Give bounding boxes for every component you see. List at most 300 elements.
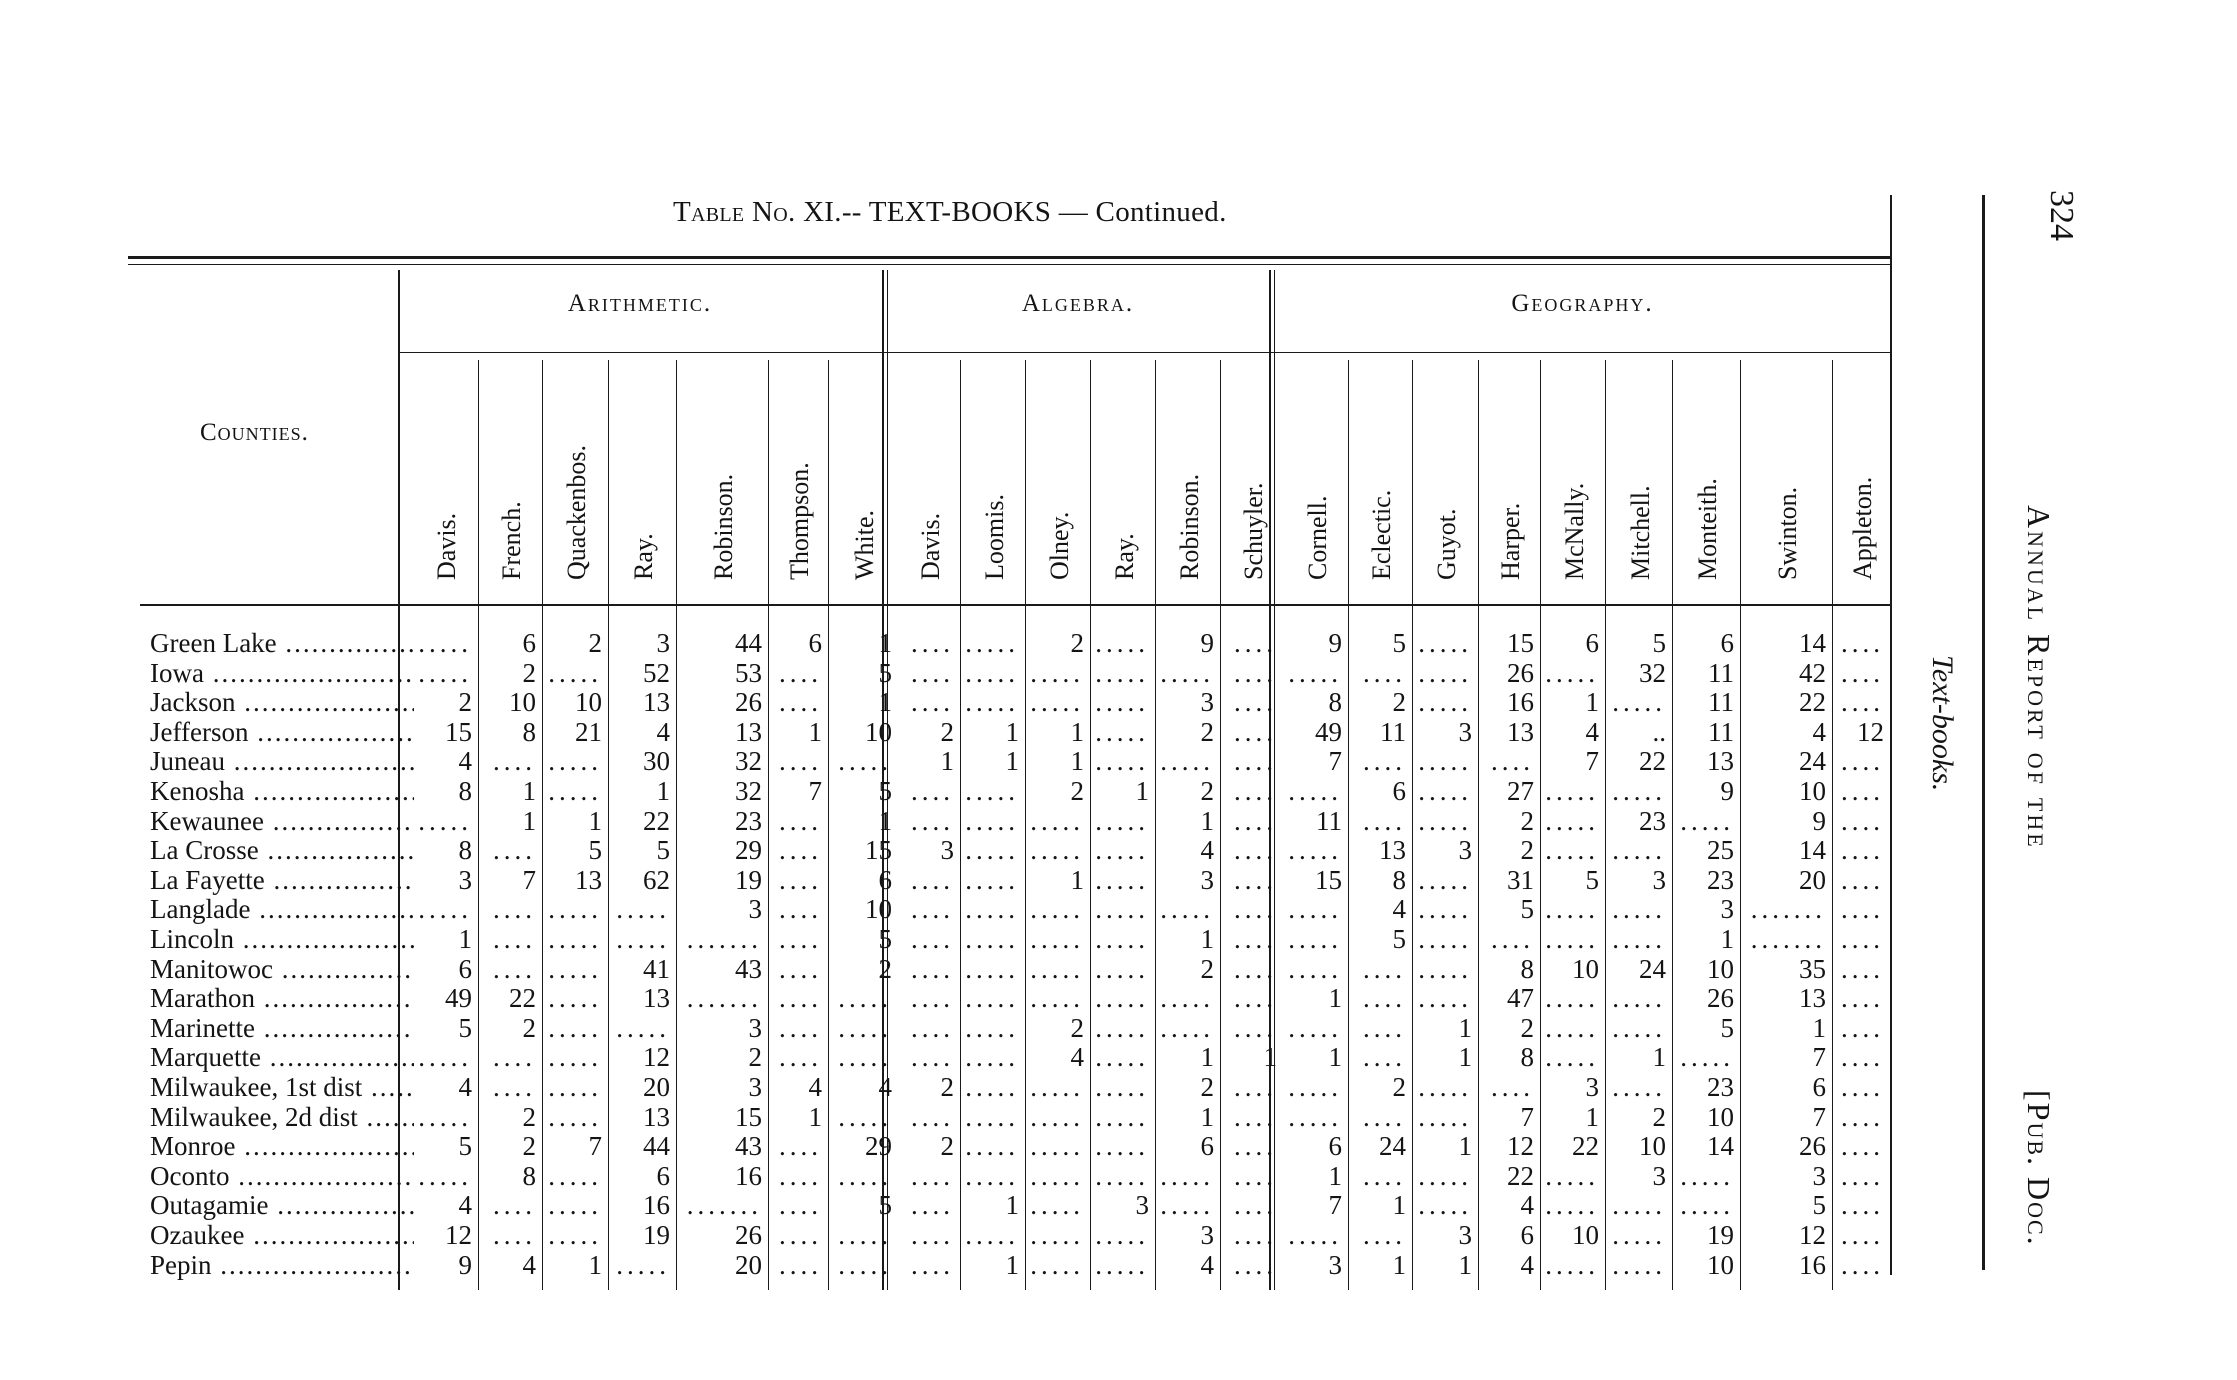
column-header: Swinton. bbox=[1773, 486, 1802, 580]
empty-cell-dots: ..... bbox=[1030, 657, 1084, 688]
empty-cell-dots: .... bbox=[779, 1220, 822, 1250]
table-cell: 1 bbox=[940, 746, 954, 777]
table-cell: 8 bbox=[458, 835, 472, 866]
table-cell: 2 bbox=[458, 687, 472, 718]
table-cell: 1 bbox=[878, 628, 892, 658]
county-name: Marquette ..... bbox=[150, 1042, 414, 1072]
empty-cell-dots: ..... bbox=[1288, 924, 1342, 954]
top-rule-thin bbox=[128, 264, 1890, 265]
table-cell: 11 bbox=[1316, 805, 1342, 836]
empty-cell-dots: ..... bbox=[1418, 1072, 1472, 1102]
county-name: Milwaukee, 2d dist ..... bbox=[150, 1102, 414, 1132]
empty-cell-dots: ..... bbox=[418, 1160, 472, 1191]
table-cell: 4 bbox=[1200, 1249, 1214, 1280]
empty-cell-dots: ..... bbox=[1288, 1072, 1342, 1102]
empty-cell-dots: ..... bbox=[418, 628, 472, 658]
table-cell: 3 bbox=[748, 1072, 762, 1102]
empty-cell-dots: ..... bbox=[1030, 983, 1084, 1014]
table-cell: 19 bbox=[643, 1220, 670, 1250]
table-cell: 7 bbox=[1328, 746, 1342, 777]
caption-prefix: Table No. XI. bbox=[673, 196, 842, 228]
empty-cell-dots: ..... bbox=[1545, 776, 1599, 806]
table-cell: 23 bbox=[1639, 805, 1666, 836]
empty-cell-dots: ..... bbox=[616, 894, 670, 925]
table-cell: 7 bbox=[1585, 746, 1599, 777]
table-cell: 8 bbox=[1392, 864, 1406, 895]
empty-cell-dots: .... bbox=[493, 835, 536, 866]
empty-cell-dots: ..... bbox=[1160, 894, 1214, 925]
empty-cell-dots: ..... bbox=[548, 924, 602, 954]
empty-cell-dots: .... bbox=[779, 894, 822, 925]
table-cell: 52 bbox=[643, 657, 670, 688]
table-cell: 22 bbox=[643, 805, 670, 836]
empty-cell-dots: ..... bbox=[1612, 1072, 1666, 1102]
empty-cell-dots: .... bbox=[1234, 628, 1277, 658]
table-cell: 7 bbox=[522, 864, 536, 895]
empty-cell-dots: .... bbox=[1363, 983, 1406, 1014]
empty-cell-dots: .... bbox=[1363, 1012, 1406, 1043]
column-header: McNally. bbox=[1559, 482, 1589, 580]
empty-cell-dots: ....... bbox=[686, 983, 762, 1014]
table-cell: 4 bbox=[1070, 1042, 1084, 1073]
table-cell: 1 bbox=[1200, 1042, 1214, 1073]
empty-cell-dots: .... bbox=[1841, 864, 1884, 895]
empty-cell-dots: ..... bbox=[838, 1249, 892, 1280]
table-cell: 24 bbox=[1799, 746, 1826, 777]
table-cell: 2 bbox=[940, 1072, 954, 1102]
table-cell: 41 bbox=[643, 953, 670, 984]
empty-cell-dots: .... bbox=[1841, 1101, 1884, 1132]
empty-cell-dots: ..... bbox=[548, 894, 602, 925]
table-cell: 1 bbox=[1458, 1012, 1472, 1043]
table-cell: 6 bbox=[458, 953, 472, 984]
column-header: Thompson. bbox=[785, 462, 814, 580]
table-cell: 1 bbox=[1070, 746, 1084, 777]
empty-cell-dots: ..... bbox=[1095, 1072, 1149, 1102]
table-cell: 13 bbox=[643, 687, 670, 718]
county-name: Langlade ..... bbox=[150, 894, 414, 924]
empty-cell-dots: .... bbox=[1841, 924, 1884, 954]
empty-cell-dots: .... bbox=[1363, 805, 1406, 836]
empty-cell-dots: ..... bbox=[1160, 983, 1214, 1014]
table-cell: 6 bbox=[878, 864, 892, 895]
empty-cell-dots: ..... bbox=[548, 983, 602, 1014]
empty-cell-dots: .... bbox=[1363, 1160, 1406, 1191]
table-cell: 13 bbox=[1379, 835, 1406, 866]
table-cell: 6 bbox=[522, 628, 536, 658]
county-name: Lincoln ..... bbox=[150, 924, 414, 954]
column-header: Harper. bbox=[1496, 502, 1525, 580]
empty-cell-dots: .... bbox=[911, 1190, 954, 1221]
empty-cell-dots: ..... bbox=[1545, 805, 1599, 836]
table-cell: 15 bbox=[1507, 628, 1534, 658]
county-name: Jackson ..... bbox=[150, 687, 414, 717]
empty-cell-dots: ..... bbox=[1612, 1012, 1666, 1043]
table-cell: 23 bbox=[735, 805, 762, 836]
table-cell: 10 bbox=[1707, 1249, 1734, 1280]
empty-cell-dots: ..... bbox=[1418, 687, 1472, 718]
table-cell: 12 bbox=[643, 1042, 670, 1073]
empty-cell-dots: .... bbox=[493, 894, 536, 925]
empty-cell-dots: ..... bbox=[1030, 953, 1084, 984]
empty-cell-dots: .... bbox=[1234, 924, 1277, 954]
empty-cell-dots: ..... bbox=[548, 1012, 602, 1043]
empty-cell-dots: ..... bbox=[838, 1042, 892, 1073]
table-cell: 1 bbox=[1263, 1042, 1277, 1073]
empty-cell-dots: .... bbox=[1234, 1249, 1277, 1280]
empty-cell-dots: .... bbox=[779, 1012, 822, 1043]
table-cell: 1 bbox=[1070, 716, 1084, 747]
empty-cell-dots: ..... bbox=[965, 1160, 1019, 1191]
empty-cell-dots: .... bbox=[1841, 953, 1884, 984]
empty-cell-dots: ..... bbox=[1095, 1042, 1149, 1073]
empty-cell-dots: ..... bbox=[1030, 924, 1084, 954]
table-cell: 2 bbox=[940, 716, 954, 747]
empty-cell-dots: ..... bbox=[418, 805, 472, 836]
empty-cell-dots: ..... bbox=[1095, 687, 1149, 718]
table-cell: 3 bbox=[1135, 1190, 1149, 1221]
empty-cell-dots: .... bbox=[1363, 746, 1406, 777]
empty-cell-dots: .... bbox=[1234, 746, 1277, 777]
table-cell: 8 bbox=[522, 1160, 536, 1191]
table-cell: 2 bbox=[1070, 1012, 1084, 1043]
empty-cell-dots: .... bbox=[1234, 953, 1277, 984]
table-cell: 12 bbox=[1799, 1220, 1826, 1250]
empty-cell-dots: .... bbox=[911, 776, 954, 806]
empty-cell-dots: .... bbox=[493, 1220, 536, 1250]
table-cell: 2 bbox=[1200, 1072, 1214, 1102]
table-cell: 8 bbox=[1520, 1042, 1534, 1073]
empty-cell-dots: ..... bbox=[1612, 1190, 1666, 1221]
table-cell: 5 bbox=[1652, 628, 1666, 658]
empty-cell-dots: ..... bbox=[838, 983, 892, 1014]
table-cell: 1 bbox=[1005, 746, 1019, 777]
table-cell: 26 bbox=[1507, 657, 1534, 688]
table-cell: 6 bbox=[656, 1160, 670, 1191]
empty-cell-dots: .... bbox=[779, 1190, 822, 1221]
empty-cell-dots: ..... bbox=[965, 1220, 1019, 1250]
empty-cell-dots: ..... bbox=[1612, 835, 1666, 866]
empty-cell-dots: .... bbox=[1234, 805, 1277, 836]
side-pub-doc: [Pub. Doc. bbox=[2021, 1090, 2057, 1247]
table-cell: 6 bbox=[1585, 628, 1599, 658]
table-cell: 2 bbox=[588, 628, 602, 658]
empty-cell-dots: ..... bbox=[1612, 983, 1666, 1014]
table-cell: 24 bbox=[1379, 1131, 1406, 1162]
table-cell: 29 bbox=[735, 835, 762, 866]
table-cell: 26 bbox=[1707, 983, 1734, 1014]
empty-cell-dots: ..... bbox=[1030, 1101, 1084, 1132]
table-cell: 4 bbox=[1392, 894, 1406, 925]
county-name: Ozaukee ..... bbox=[150, 1220, 414, 1250]
column-header: Loomis. bbox=[979, 494, 1009, 580]
table-cell: 3 bbox=[1720, 894, 1734, 925]
empty-cell-dots: ..... bbox=[1612, 924, 1666, 954]
empty-cell-dots: ..... bbox=[548, 1042, 602, 1073]
empty-cell-dots: ..... bbox=[1545, 924, 1599, 954]
county-name: Outagamie ..... bbox=[150, 1190, 414, 1220]
right-table-border bbox=[1890, 195, 1892, 1275]
table-cell: 1 bbox=[458, 924, 472, 954]
empty-cell-dots: .... bbox=[1234, 657, 1277, 688]
empty-cell-dots: ..... bbox=[1288, 894, 1342, 925]
empty-cell-dots: .... bbox=[779, 835, 822, 866]
empty-cell-dots: ..... bbox=[1160, 1190, 1214, 1221]
empty-cell-dots: ..... bbox=[1418, 1101, 1472, 1132]
empty-cell-dots: .... bbox=[911, 1101, 954, 1132]
empty-cell-dots: .... bbox=[911, 1012, 954, 1043]
empty-cell-dots: ..... bbox=[965, 1101, 1019, 1132]
column-header: French. bbox=[497, 501, 526, 580]
table-cell: 1 bbox=[1458, 1249, 1472, 1280]
table-cell: 22 bbox=[1507, 1160, 1534, 1191]
empty-cell-dots: .... bbox=[1491, 1072, 1534, 1102]
empty-cell-dots: ..... bbox=[1680, 805, 1734, 836]
table-cell: 1 bbox=[1005, 1190, 1019, 1221]
page-right-rule bbox=[1982, 195, 1985, 1270]
empty-cell-dots: .... bbox=[1841, 776, 1884, 806]
table-cell: 1 bbox=[878, 687, 892, 718]
county-name: Monroe ..... bbox=[150, 1131, 414, 1161]
table-cell: 1 bbox=[1458, 1131, 1472, 1162]
empty-cell-dots: .... bbox=[1234, 894, 1277, 925]
county-name: Juneau ..... bbox=[150, 746, 414, 776]
empty-cell-dots: ..... bbox=[965, 805, 1019, 836]
empty-cell-dots: ..... bbox=[1095, 716, 1149, 747]
empty-cell-dots: ..... bbox=[1545, 1160, 1599, 1191]
empty-cell-dots: ..... bbox=[548, 1101, 602, 1132]
empty-cell-dots: ..... bbox=[1030, 1190, 1084, 1221]
empty-cell-dots: ..... bbox=[838, 1160, 892, 1191]
empty-cell-dots: .... bbox=[911, 1160, 954, 1191]
running-head: Text-books. bbox=[1926, 655, 1959, 792]
empty-cell-dots: ..... bbox=[965, 864, 1019, 895]
table-cell: 35 bbox=[1799, 953, 1826, 984]
empty-cell-dots: .... bbox=[911, 628, 954, 658]
table-cell: 1 bbox=[1005, 716, 1019, 747]
empty-cell-dots: ..... bbox=[1418, 805, 1472, 836]
empty-cell-dots: ..... bbox=[1030, 1249, 1084, 1280]
empty-cell-dots: ..... bbox=[1095, 657, 1149, 688]
table-cell: 5 bbox=[1720, 1012, 1734, 1043]
empty-cell-dots: ..... bbox=[1288, 953, 1342, 984]
empty-cell-dots: .... bbox=[779, 864, 822, 895]
table-cell: 25 bbox=[1707, 835, 1734, 866]
county-name: Kewaunee ..... bbox=[150, 806, 414, 836]
table-cell: 49 bbox=[445, 983, 472, 1014]
county-name: Manitowoc ..... bbox=[150, 954, 414, 984]
table-cell: 23 bbox=[1707, 1072, 1734, 1102]
table-cell: 20 bbox=[735, 1249, 762, 1280]
column-header: White. bbox=[850, 509, 879, 580]
table-cell: 16 bbox=[1507, 687, 1534, 718]
table-cell: 10 bbox=[1572, 953, 1599, 984]
empty-cell-dots: .... bbox=[779, 746, 822, 777]
empty-cell-dots: .... bbox=[493, 746, 536, 777]
table-cell: 5 bbox=[1520, 894, 1534, 925]
table-cell: 10 bbox=[865, 894, 892, 925]
table-cell: 1 bbox=[1812, 1012, 1826, 1043]
empty-cell-dots: ..... bbox=[965, 687, 1019, 718]
table-cell: 26 bbox=[1799, 1131, 1826, 1162]
group-title-algebra: Algebra. bbox=[1021, 290, 1135, 317]
table-cell: 11 bbox=[1708, 657, 1734, 688]
empty-cell-dots: ..... bbox=[1160, 1012, 1214, 1043]
empty-cell-dots: .... bbox=[1841, 805, 1884, 836]
empty-cell-dots: ..... bbox=[1418, 776, 1472, 806]
empty-cell-dots: .... bbox=[1234, 716, 1277, 747]
empty-cell-dots: ..... bbox=[965, 1131, 1019, 1162]
table-cell: 11 bbox=[1380, 716, 1406, 747]
table-cell: 44 bbox=[643, 1131, 670, 1162]
empty-cell-dots: .... bbox=[1234, 687, 1277, 718]
empty-cell-dots: .... bbox=[779, 1249, 822, 1280]
table-cell: 2 bbox=[522, 1101, 536, 1132]
table-cell: 29 bbox=[865, 1131, 892, 1162]
empty-cell-dots: .... bbox=[1841, 746, 1884, 777]
empty-cell-dots: ..... bbox=[838, 1012, 892, 1043]
empty-cell-dots: ..... bbox=[965, 776, 1019, 806]
column-header: Appleton. bbox=[1848, 476, 1877, 580]
table-cell: 26 bbox=[735, 687, 762, 718]
table-cell: 15 bbox=[865, 835, 892, 866]
empty-cell-dots: .... bbox=[1234, 1101, 1277, 1132]
table-cell: 2 bbox=[522, 657, 536, 688]
empty-cell-dots: ..... bbox=[1030, 687, 1084, 718]
table-cell: 9 bbox=[1812, 805, 1826, 836]
empty-cell-dots: ..... bbox=[1545, 1012, 1599, 1043]
empty-cell-dots: ..... bbox=[1030, 1160, 1084, 1191]
table-cell: 12 bbox=[1507, 1131, 1534, 1162]
empty-cell-dots: .... bbox=[1841, 835, 1884, 866]
table-cell: 49 bbox=[1315, 716, 1342, 747]
table-cell: 1 bbox=[1070, 864, 1084, 895]
column-header: Eclectic. bbox=[1367, 489, 1396, 580]
empty-cell-dots: ..... bbox=[1612, 1220, 1666, 1250]
table-cell: 2 bbox=[1652, 1101, 1666, 1132]
table-cell: 5 bbox=[878, 924, 892, 954]
empty-cell-dots: ..... bbox=[616, 924, 670, 954]
empty-cell-dots: ..... bbox=[548, 1072, 602, 1102]
empty-cell-dots: .... bbox=[1841, 1190, 1884, 1221]
table-cell: 15 bbox=[1315, 864, 1342, 895]
county-name: Oconto ..... bbox=[150, 1161, 414, 1191]
table-cell: 15 bbox=[735, 1101, 762, 1132]
table-cell: 3 bbox=[748, 894, 762, 925]
table-cell: 6 bbox=[1720, 628, 1734, 658]
table-cell: 12 bbox=[445, 1220, 472, 1250]
empty-cell-dots: ....... bbox=[1750, 894, 1826, 925]
empty-cell-dots: .... bbox=[911, 1042, 954, 1073]
empty-cell-dots: .... bbox=[1841, 657, 1884, 688]
empty-cell-dots: ..... bbox=[1160, 1160, 1214, 1191]
table-cell: 11 bbox=[1708, 687, 1734, 718]
empty-cell-dots: ..... bbox=[1418, 1160, 1472, 1191]
empty-cell-dots: ..... bbox=[1030, 805, 1084, 836]
table-cell: 4 bbox=[1200, 835, 1214, 866]
empty-cell-dots: .... bbox=[911, 687, 954, 718]
column-header: Olney. bbox=[1044, 511, 1074, 580]
table-cell: 3 bbox=[1458, 835, 1472, 866]
table-cell: 1 bbox=[1200, 924, 1214, 954]
table-cell: 13 bbox=[643, 983, 670, 1014]
empty-cell-dots: ..... bbox=[1095, 864, 1149, 895]
group-rule bbox=[400, 352, 1890, 353]
empty-cell-dots: ..... bbox=[1160, 746, 1214, 777]
table-cell: 15 bbox=[445, 716, 472, 747]
table-cell: 1 bbox=[878, 805, 892, 836]
empty-cell-dots: .... bbox=[1234, 1012, 1277, 1043]
table-cell: 4 bbox=[808, 1072, 822, 1102]
empty-cell-dots: .... bbox=[911, 864, 954, 895]
column-header: Quackenbos. bbox=[562, 444, 591, 580]
empty-cell-dots: ..... bbox=[965, 657, 1019, 688]
table-cell: 4 bbox=[656, 716, 670, 747]
table-cell: 10 bbox=[1707, 953, 1734, 984]
table-cell: 4 bbox=[1520, 1190, 1534, 1221]
counties-header: Counties. bbox=[200, 419, 309, 446]
table-cell: 26 bbox=[735, 1220, 762, 1250]
table-cell: 7 bbox=[1520, 1101, 1534, 1132]
table-cell: 2 bbox=[748, 1042, 762, 1073]
table-cell: 8 bbox=[458, 776, 472, 806]
empty-cell-dots: .... bbox=[779, 1160, 822, 1191]
empty-cell-dots: .... bbox=[493, 1042, 536, 1073]
table-cell: 42 bbox=[1799, 657, 1826, 688]
table-cell: 32 bbox=[735, 776, 762, 806]
table-cell: 2 bbox=[1520, 1012, 1534, 1043]
table-cell: 1 bbox=[522, 805, 536, 836]
county-name: Jefferson ..... bbox=[150, 717, 414, 747]
table-cell: 10 bbox=[1799, 776, 1826, 806]
empty-cell-dots: .... bbox=[1841, 1249, 1884, 1280]
table-cell: 43 bbox=[735, 1131, 762, 1162]
table-cell: 5 bbox=[878, 1190, 892, 1221]
table-cell: 3 bbox=[940, 835, 954, 866]
empty-cell-dots: .... bbox=[779, 924, 822, 954]
table-cell: 30 bbox=[643, 746, 670, 777]
table-cell: 3 bbox=[656, 628, 670, 658]
empty-cell-dots: .... bbox=[1841, 687, 1884, 718]
empty-cell-dots: .... bbox=[1841, 983, 1884, 1014]
column-header: Schuyler. bbox=[1238, 482, 1268, 580]
table-cell: 6 bbox=[1392, 776, 1406, 806]
empty-cell-dots: ..... bbox=[1545, 983, 1599, 1014]
empty-cell-dots: .... bbox=[779, 1042, 822, 1073]
empty-cell-dots: ..... bbox=[1030, 1072, 1084, 1102]
empty-cell-dots: ..... bbox=[838, 1220, 892, 1250]
table-cell: 4 bbox=[458, 1072, 472, 1102]
empty-cell-dots: ..... bbox=[1288, 657, 1342, 688]
table-cell: 32 bbox=[1639, 657, 1666, 688]
county-name: La Crosse ..... bbox=[150, 835, 414, 865]
table-cell: 14 bbox=[1799, 835, 1826, 866]
empty-cell-dots: ..... bbox=[1288, 1220, 1342, 1250]
empty-cell-dots: .... bbox=[779, 1131, 822, 1162]
empty-cell-dots: ....... bbox=[686, 924, 762, 954]
table-cell: 3 bbox=[1812, 1160, 1826, 1191]
table-caption bbox=[673, 196, 1227, 229]
table-cell: 11 bbox=[1708, 716, 1734, 747]
table-cell: 16 bbox=[735, 1160, 762, 1191]
empty-cell-dots: ..... bbox=[1545, 1249, 1599, 1280]
table-cell: 2 bbox=[940, 1131, 954, 1162]
table-cell: 5 bbox=[1585, 864, 1599, 895]
table-cell: 22 bbox=[509, 983, 536, 1014]
table-cell: 1 bbox=[1328, 983, 1342, 1014]
empty-cell-dots: .... bbox=[1491, 924, 1534, 954]
table-cell: 1 bbox=[1200, 805, 1214, 836]
